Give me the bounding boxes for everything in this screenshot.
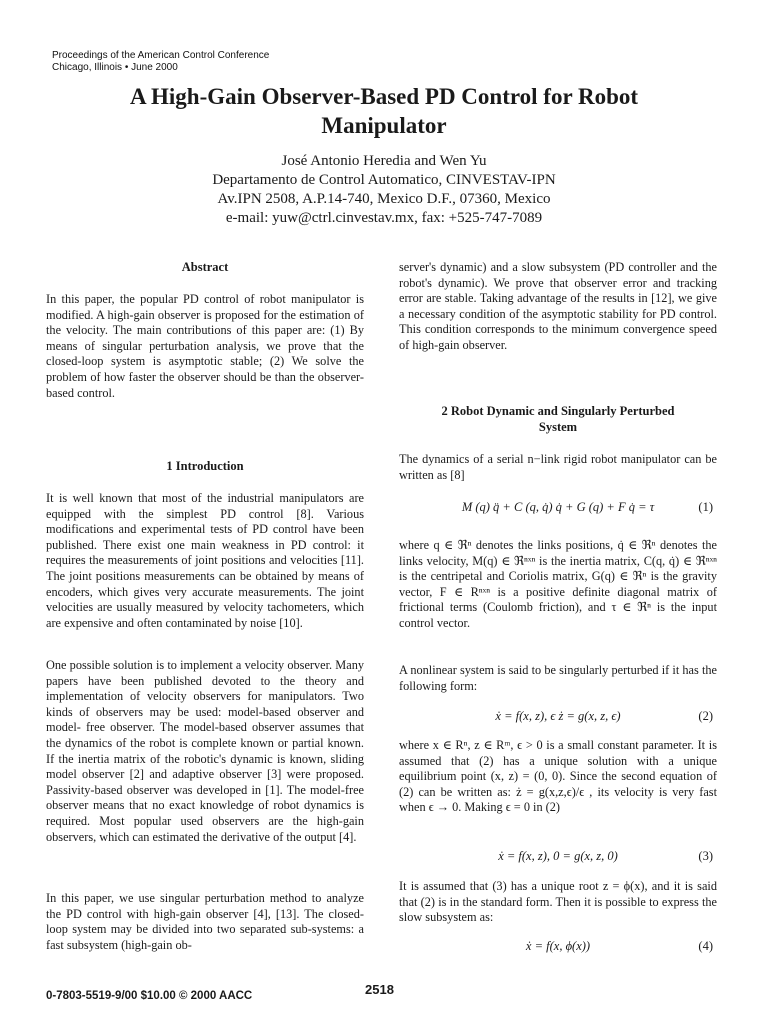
- intro-p1-block: [46, 491, 364, 631]
- equation-3-body: ẋ = f(x, z), 0 = g(x, z, 0): [498, 849, 618, 863]
- section2-paragraph-4: where x ∈ Rⁿ, z ∈ Rᵐ, ϵ > 0 is a small constant parameter. It is assumed that (2) has a unique solution with a unique equilibrium point (x, z) = (0, 0). Since the second equation of (2) can be written as: ż = g(x,z,ϵ)/ϵ , its velocity is very fast when ϵ → 0. Making ϵ = 0 in (2): [399, 738, 717, 815]
- title-line-2: Manipulator: [321, 113, 447, 138]
- equation-3: [399, 849, 717, 865]
- equation-2-body: ẋ = f(x, z), ϵ ż = g(x, z, ϵ): [495, 709, 621, 723]
- equation-2-block: [399, 709, 717, 725]
- right-cont-block: [399, 260, 717, 354]
- equation-4-number: (4): [698, 939, 713, 953]
- author-names: José Antonio Heredia and Wen Yu: [281, 153, 487, 169]
- equation-1-number: (1): [698, 500, 713, 514]
- sec2-p3-block: [399, 663, 717, 694]
- page-number: 2518: [365, 982, 394, 997]
- intro-p3-block: [46, 891, 364, 953]
- paper-title: [0, 82, 768, 140]
- section2-paragraph-3: A nonlinear system is said to be singularly perturbed if it has the following form:: [399, 663, 717, 693]
- equation-2-number: (2): [698, 709, 713, 723]
- conference-location: Chicago, Illinois • June 2000: [52, 62, 178, 73]
- conference-name: Proceedings of the American Control Conference: [52, 50, 270, 61]
- equation-4-body: ẋ = f(x, ϕ(x)): [525, 939, 591, 953]
- abstract-text: In this paper, the popular PD control of robot manipulator is modified. A high-gain observer is proposed for the estimation of the velocity. The main contributions of this paper are: (1) By means of singular perturbation analysis, we prove that the closed-loop system is asymptotic stable; (2) We solve the problem of how faster the observer should be than the observer-based control.: [46, 292, 364, 400]
- equation-2: [399, 709, 717, 725]
- intro-p2-block: [46, 658, 364, 845]
- intro-heading: 1 Introduction: [166, 459, 244, 473]
- abstract-text-block: [46, 292, 364, 401]
- author-address: Av.IPN 2508, A.P.14-740, Mexico D.F., 07360, Mexico: [217, 191, 551, 207]
- section2-heading-line-2: System: [538, 419, 578, 434]
- section2-heading-line-1: 2 Robot Dynamic and Singularly Perturbed: [441, 404, 675, 418]
- section2-paragraph-2: where q ∈ ℜⁿ denotes the links positions, q̇ ∈ ℜⁿ denotes the links velocity, M(q) ∈ ℜⁿˣⁿ is the inertia matrix, C(q, q̇) ∈ ℜⁿˣⁿ is the centripetal and Coriolis matrix, G(q) ∈ ℜⁿ is the gravity vector, F ∈ Rⁿˣⁿ is a positive definite diagonal matrix of frictional terms (Coulomb friction), and τ ∈ ℜⁿ is the input control vector.: [399, 538, 717, 630]
- sec2-p2-block: [399, 538, 717, 632]
- equation-1-body: M (q) q̈ + C (q, q̇) q̇ + G (q) + F q̇ = τ: [461, 500, 655, 514]
- section2-heading-block: [399, 404, 717, 435]
- equation-3-number: (3): [698, 849, 713, 863]
- sec2-p1-block: [399, 452, 717, 483]
- intro-paragraph-2: One possible solution is to implement a velocity observer. Many papers have been published devoted to the theory and implementation of velocity observers for manipulators. Two kinds of observers may be used: model-based observer and model- free observer. The model-based observer assumes that the dynamics of the robot is complete known or partial known. If the inertia matrix of the robotic's dynamic is known, sliding model observer [2] and adaptive observer [3] were proposed. Passivity-based observer was developed in [1]. The model-free observer means that no exact knowledge of robot dynamics is required. Most popular used observers are the high-gain observers, which can estimated the derivative of the output [4].: [46, 658, 364, 844]
- author-department: Departamento de Control Automatico, CINVESTAV-IPN: [212, 172, 556, 188]
- sec2-p4-block: [399, 738, 717, 816]
- conference-header: [52, 50, 269, 74]
- abstract-heading: Abstract: [181, 260, 229, 274]
- right-continuation-paragraph: server's dynamic) and a slow subsystem (PD controller and the robot's dynamic). We prove that observer error and tracking error are stable. Taking advantage of the results in [12], we give a necessary condition of the asymptotic stability for PD control. This condition corresponds to the minimum convergence speed of high-gain observer.: [399, 260, 717, 352]
- intro-heading-block: [46, 459, 364, 475]
- sec2-p5-block: [399, 879, 717, 926]
- equation-4: [399, 939, 717, 955]
- author-block: [0, 152, 768, 228]
- intro-paragraph-3: In this paper, we use singular perturbation method to analyze the PD control with high-gain observer [4], [13]. The closed-loop system may be divided into two separated sub-systems: a fast subsystem (high-gain ob-: [46, 891, 364, 952]
- equation-3-block: [399, 849, 717, 865]
- section2-paragraph-5: It is assumed that (3) has a unique root z = ϕ(x), and it is said that (2) is in the standard form. Then it is possible to express the slow subsystem as:: [399, 879, 717, 925]
- abstract-section: [46, 260, 364, 276]
- isbn-copyright: 0-7803-5519-9/00 $10.00 © 2000 AACC: [46, 990, 253, 1002]
- equation-4-block: [399, 939, 717, 955]
- section2-paragraph-1: The dynamics of a serial n−link rigid robot manipulator can be written as [8]: [399, 452, 717, 482]
- equation-1: [399, 500, 717, 516]
- author-contact: e-mail: yuw@ctrl.cinvestav.mx, fax: +525-747-7089: [225, 210, 543, 226]
- title-line-1: A High-Gain Observer-Based PD Control for Robot: [129, 84, 639, 109]
- intro-paragraph-1: It is well known that most of the industrial manipulators are equipped with the simplest PD control [8]. Various modifications and experimental tests of PD control have been published. There exist one main weakness in PD control: it requires the measurements of joint positions and velocities [11]. The joint positions measurements can be obtained by means of encoders, which gives very accurate measurements. The joint velocities are usually measured by velocity tachometers, which are expensive and often contaminated by noise [10].: [46, 491, 364, 630]
- equation-1-block: [399, 500, 717, 516]
